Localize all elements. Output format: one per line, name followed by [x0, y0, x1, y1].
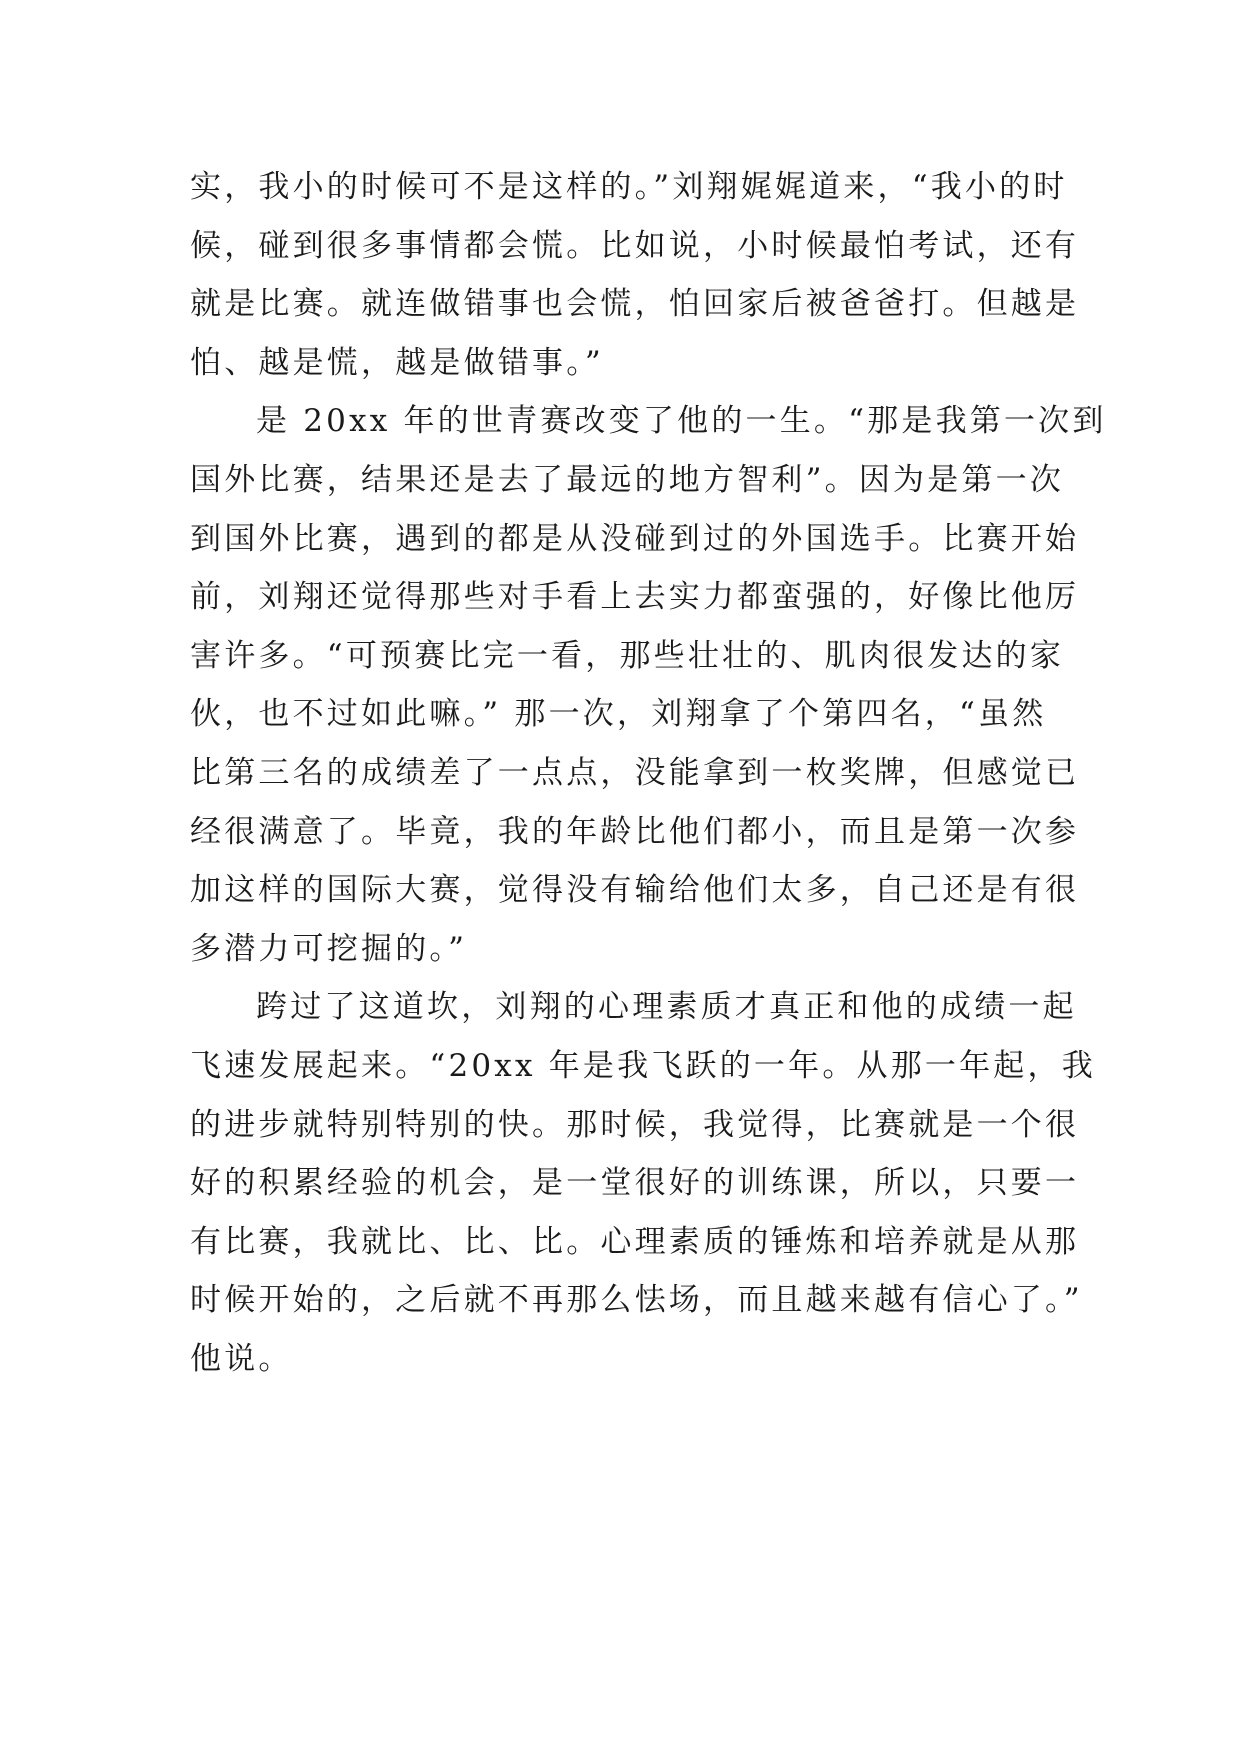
- paragraph-start-line: 跨过了这道坎，刘翔的心理素质才真正和他的成绩一起: [256, 989, 1077, 1026]
- text-line: 加这样的国际大赛，觉得没有输给他们太多，自己还是有很: [190, 872, 1080, 909]
- text-line: 有比赛，我就比、比、比。心理素质的锤炼和培养就是从那: [190, 1223, 1080, 1260]
- text-line: 多潜力可挖掘的。”: [190, 930, 468, 967]
- text-line: 时候开始的，之后就不再那么怯场，而且越来越有信心了。”: [190, 1282, 1083, 1319]
- text-line: 比第三名的成绩差了一点点，没能拿到一枚奖牌，但感觉已: [190, 754, 1080, 791]
- paragraph-start-line: 是 20xx 年的世青赛改变了他的一生。“那是我第一次到: [256, 403, 1107, 440]
- text-line: 前，刘翔还觉得那些对手看上去实力都蛮强的，好像比他厉: [190, 579, 1080, 616]
- text-line: 候，碰到很多事情都会慌。比如说，小时候最怕考试，还有: [190, 227, 1080, 264]
- text-line: 伙，也不过如此嘛。” 那一次，刘翔拿了个第四名，“虽然: [190, 696, 1047, 733]
- text-line: 就是比赛。就连做错事也会慌，怕回家后被爸爸打。但越是: [190, 286, 1080, 323]
- text-line: 国外比赛，结果还是去了最远的地方智利”。因为是第一次: [190, 461, 1065, 498]
- text-line: 经很满意了。毕竟，我的年龄比他们都小，而且是第一次参: [190, 813, 1080, 850]
- text-line: 飞速发展起来。“20xx 年是我飞跃的一年。从那一年起，我: [190, 1047, 1096, 1084]
- text-line: 实，我小的时候可不是这样的。”刘翔娓娓道来，“我小的时: [190, 169, 1068, 205]
- text-line: 好的积累经验的机会，是一堂很好的训练课，所以，只要一: [190, 1165, 1080, 1202]
- text-line: 他说。: [190, 1340, 293, 1377]
- text-line: 的进步就特别特别的快。那时候，我觉得，比赛就是一个很: [190, 1106, 1080, 1143]
- text-line: 到国外比赛，遇到的都是从没碰到过的外国选手。比赛开始: [190, 520, 1080, 557]
- text-line: 怕、越是慌，越是做错事。”: [190, 344, 604, 381]
- text-line: 害许多。“可预赛比完一看，那些壮壮的、肌肉很发达的家: [190, 637, 1065, 674]
- body-text: [190, 158, 1107, 1388]
